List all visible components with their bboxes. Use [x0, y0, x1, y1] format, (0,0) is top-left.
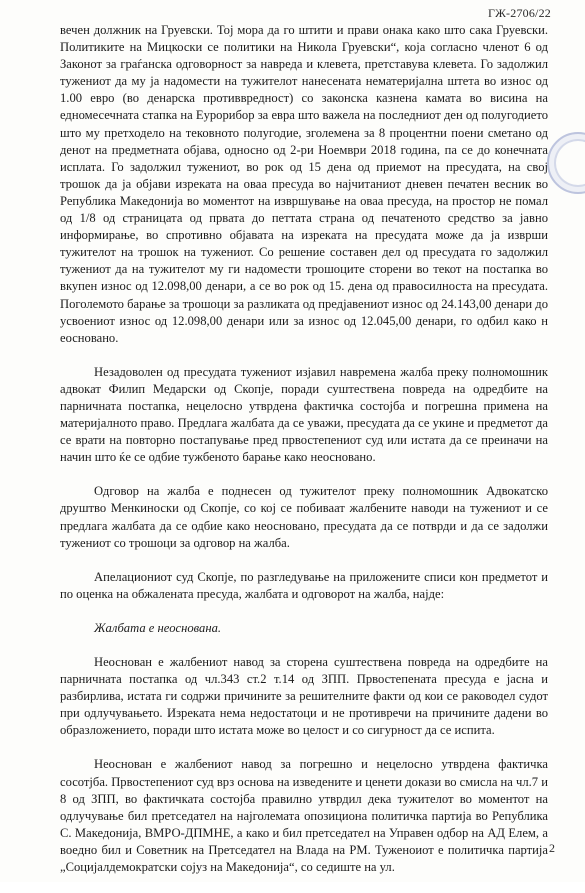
paragraph-response: Одговор на жалба е поднесен од тужителот преку полномошник Адвокатско друштво Менкиноски од Скопје, со кој се побиваат жалбените наводи на тужениот и се предлага жалбата да се одбие како неосновано, пресудата да се потврди и да се задолжи тужениот со трошоци за одговор на жалба. — [60, 484, 548, 550]
case-number: ГЖ-2706/22 — [487, 6, 551, 20]
paragraph-ruling: Жалбата е неоснована. — [94, 620, 222, 635]
paragraph-continuation: вечен должник на Груевски. Тој мора да го штити и прави онака како што сака Груевски. Политиките на Мицкоски се политики на Никола Груевски“, која согласно членот 6 од Законот за граѓанска одговорност за навреда и клевета, претставува клевета. Го задолжил тужениот да му ја надомести на тужителот нанесената нематеријална штета во износ од 1.00 евро (во денарска противвредност) со законска казнена камата во висина на едномесечната стапка на Еурорибор за евра што важела на последниот ден од полугодието што му претходело на тековното полугодие, зголемена за 8 процентни поени сметано од денот на предметната објава, односно од 2-ри Ноември 2018 година, па се до конечната исплата. Го задолжил тужениот, во рок од 15 дена од приемот на пресудата, на свој трошок да ја објави изреката на оваа пресуда во најчитаниот дневен печатен весник во Република Македонија во моментот на извршување на оваа пресуда, на простор не помал од 1/8 од страницата од првата до петтата страна од печатеното средство за јавно информирање, во спротивно објавата на изреката на пресудата може да ја изврши тужителот на трошок на тужениот. Со решение составен дел од пресудата го задолжил тужениот да на тужителот му ги надомести трошоците сторени во текот на постапка во вкупен износ од 12.098,00 денари, а се во рок од 15. дена од правосилноста на пресудата. Поголемото барање за трошоци за разликата од предјавениот износ од 24.143,00 денари до усвоениот износ од 12.098,00 денари или за износ од 12.045,00 денари, го одбил како н еосновано. — [60, 23, 548, 345]
page-number: 2 — [549, 841, 555, 855]
paragraph-court-review: Апелациониот суд Скопје, по разгледување на приложените списи кон предметот и по оценка на обжалената пресуда, жалбата и одговорот на жалба, најде: — [60, 569, 548, 601]
paragraph-facts: Неоснован е жалбениот навод за погрешно и нецелосно утврдена фактичка сосотјба. Првостепениот суд врз основа на изведените и ценети докази во смисла на чл.7 и 8 од ЗПП, во фактичката состојба правилно утврдил дека тужителот во моментот на одлучување бил претседател на најголемата опозициона политичка партија во Република С. Македонија, ВМРО-ДПМНЕ, а како и бил претседател на Управен одбор на АД Елем, а воедно бил и Советник на Претседател на Влада на РМ. Туженоиот е политичка партија „Социјалдемократски сојуз на Македонија“, со седиште на ул. — [60, 757, 548, 875]
paragraph-procedure: Неоснован е жалбениот навод за сторена суштествена повреда на одредбите на парничната постапка од чл.343 ст.2 т.14 од ЗПП. Првостепената пресуда е јасна и разбирлива, истата ги содржи причините за решителните факти од кои се раководел судот при одлучувањето. Изреката нема недостатоци и не противречи на причините дадени во образложението, поради што истата може во целост и со сигурност да се испита. — [60, 655, 548, 738]
paragraph-appeal: Незадоволен од пресудата тужениот изјавил навремена жалба преку полномошник адвокат Филип Медарски од Скопје, поради суштествена повреда на одредбите на парничната постапка, нецелосно утврдена фактичка состојба и погрешна примена на материјалното право. Предлага жалбата да се уважи, пресудата да се укине и предметот да се врати на повторно постапување пред првостепениот суд или истата да се преиначи на начин што ќе се одбие тужбеното барање како неосновано. — [60, 364, 548, 465]
court-stamp — [547, 132, 585, 194]
document-body — [60, 22, 548, 893]
